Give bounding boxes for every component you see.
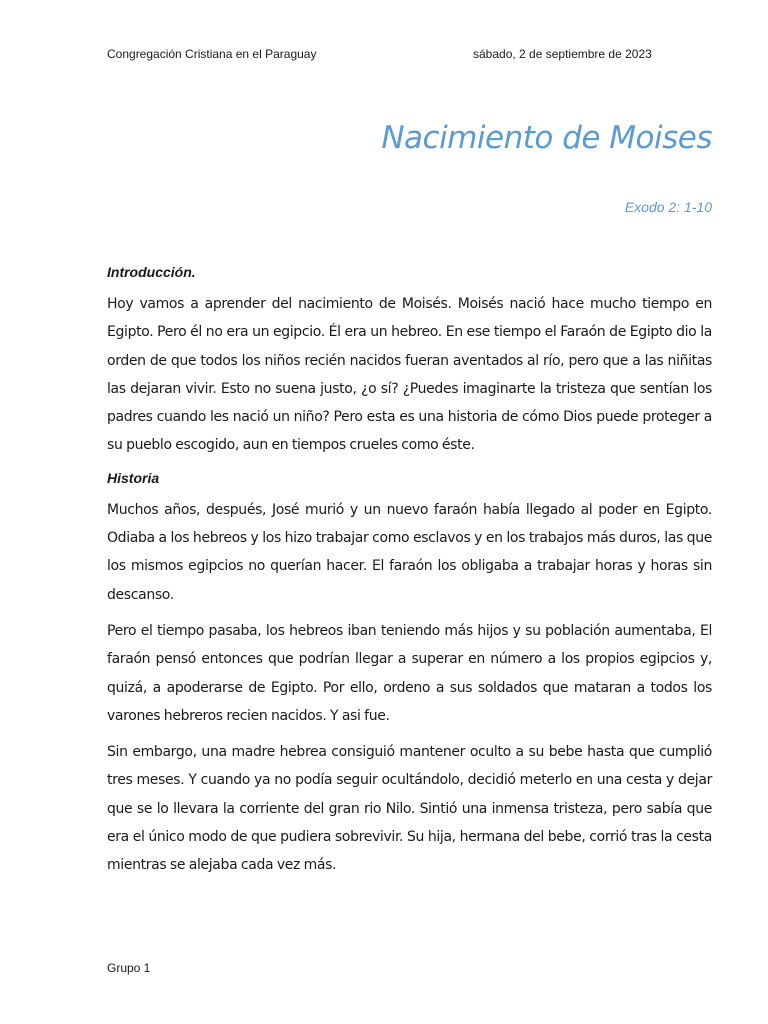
section-heading-historia: Historia — [107, 469, 160, 486]
paragraph: Muchos años, después, José murió y un nuevo faraón había llegado al poder en Egipto. Odiaba a los hebreos y los hizo trabajar como esclavos y en los trabajos más duros, las que los mismos egipcios no querían hacer. El faraón los obligaba a trabajar horas y horas sin descanso. — [107, 501, 712, 603]
paragraph: Hoy vamos a aprender del nacimiento de Moisés. Moisés nació hace mucho tiempo en Egipto. Pero él no era un egipcio. Él era un hebreo. En ese tiempo el Faraón de Egipto dio la orden de que todos los niños recién nacidos fueran aventados al río, pero que a las niñitas las dejaran vivir. Esto no suena justo, ¿o sí? ¿Puedes imaginarte la tristeza que sentían los padres cuando les nació un niño? Pero esta es una historia de cómo Dios puede proteger a su pueblo escogido, aun en tiempos crueles como éste. — [107, 296, 712, 454]
paragraph: Pero el tiempo pasaba, los hebreos iban teniendo más hijos y su población aumentaba, El faraón pensó entonces que podrían llegar a superar en número a los propios egipcios y, quizá, a apoderarse de Egipto. Por ello, ordeno a sus soldados que mataran a todos los varones hebreros recien nacidos. Y asi fue. — [107, 622, 712, 724]
section-heading-introduccion: Introducción. — [107, 264, 196, 280]
header-organization: Congregación Cristiana en el Paraguay — [107, 47, 317, 61]
document-body — [107, 262, 712, 888]
bible-reference: Exodo 2: 1-10 — [624, 199, 712, 215]
header-date: sábado, 2 de septiembre de 2023 — [473, 47, 652, 61]
document-title: Nacimiento de Moises — [381, 120, 712, 156]
footer-group: Grupo 1 — [107, 961, 151, 975]
paragraph: Sin embargo, una madre hebrea consiguió mantener oculto a su bebe hasta que cumplió tres meses. Y cuando ya no podía seguir ocultándolo, decidió meterlo en una cesta y dejar que se lo llevara la corriente del gran rio Nilo. Sintió una inmensa tristeza, pero sabía que era el único modo de que pudiera sobrevivir. Su hija, hermana del bebe, corrió tras la cesta mientras se alejaba cada vez más. — [107, 744, 712, 874]
